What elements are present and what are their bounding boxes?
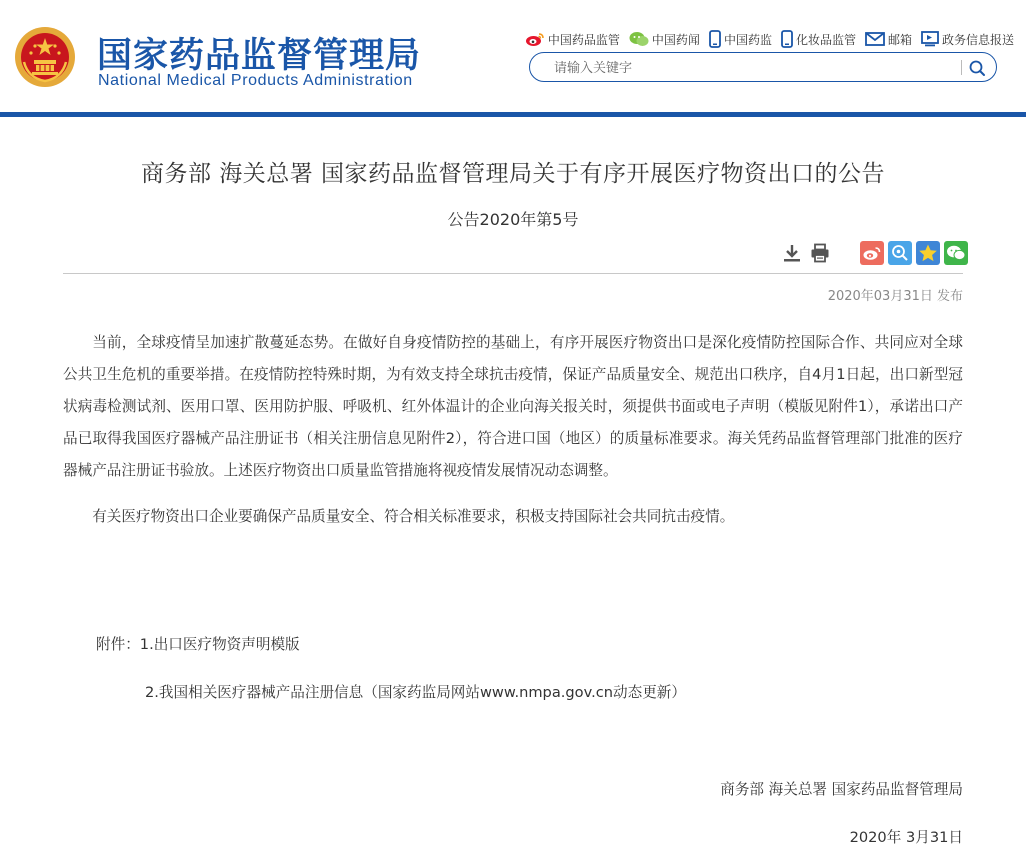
site-name-en[interactable]: National Medical Products Administration bbox=[98, 72, 413, 89]
star-icon bbox=[918, 243, 938, 263]
article-body bbox=[63, 327, 963, 533]
national-emblem-icon[interactable] bbox=[14, 24, 76, 90]
download-button[interactable] bbox=[780, 241, 804, 265]
mobile-icon bbox=[709, 30, 721, 48]
body-paragraph: 当前，全球疫情呈加速扩散蔓延态势。在做好自身疫情防控的基础上，有序开展医疗物资出口是深化疫情防控国际合作、共同应对全球公共卫生危机的重要举措。在疫情防控特殊时期，为有效支持全球抗击疫情，保证产品质量安全、规范出口秩序，自4月1日起，出口新型冠状病毒检测试剂、医用口罩、医用防护服、呼吸机、红外体温计的企业向海关报关时，须提供书面或电子声明（模版见附件1），承诺出口产品已取得我国医疗器械产品注册证书（相关注册信息见附件2），符合进口国（地区）的质量标准要求。海关凭药品监督管理部门批准的医疗器械产品注册证书验放。上述医疗物资出口质量监管措施将视疫情发展情况动态调整。 bbox=[63, 334, 963, 479]
wechat-icon bbox=[946, 244, 966, 262]
signature: 商务部 海关总署 国家药品监督管理局 bbox=[720, 781, 963, 798]
share-favorite-button[interactable] bbox=[916, 241, 940, 265]
download-icon bbox=[782, 243, 802, 263]
share-qzone-button[interactable] bbox=[888, 241, 912, 265]
print-icon bbox=[810, 243, 830, 263]
site-name-cn[interactable]: 国家药品监督管理局 bbox=[97, 36, 422, 76]
search-input[interactable] bbox=[554, 59, 954, 77]
search-box bbox=[529, 52, 997, 82]
share-wechat-button[interactable] bbox=[944, 241, 968, 265]
site-header bbox=[0, 0, 1026, 112]
nav-wechat[interactable]: 中国药闻 bbox=[629, 31, 700, 48]
body-paragraph: 有关医疗物资出口企业要确保产品质量安全、符合相关标准要求，积极支持国际社会共同抗击疫情。 bbox=[92, 508, 735, 525]
nav-app-cosmetics[interactable]: 化妆品监管 bbox=[781, 30, 856, 48]
qzone-icon bbox=[891, 244, 909, 262]
article-title: 商务部 海关总署 国家药品监督管理局关于有序开展医疗物资出口的公告 bbox=[140, 161, 886, 187]
search-icon[interactable] bbox=[966, 57, 988, 79]
article-toolbar bbox=[780, 241, 968, 265]
nav-app-cn-drug[interactable]: 中国药监 bbox=[709, 30, 772, 48]
attachment-1: 附件：1.出口医疗物资声明模版 bbox=[96, 636, 300, 653]
weibo-icon bbox=[525, 31, 545, 47]
nav-report[interactable]: 政务信息报送 bbox=[921, 31, 1014, 48]
nav-weibo[interactable]: 中国药品监管 bbox=[525, 31, 620, 48]
attachment-2: 2.我国相关医疗器械产品注册信息（国家药监局网站www.nmpa.gov.cn动态更新） bbox=[145, 684, 686, 701]
mail-icon bbox=[865, 32, 885, 46]
top-nav bbox=[516, 30, 1014, 48]
mobile-icon bbox=[781, 30, 793, 48]
nav-mail[interactable]: 邮箱 bbox=[865, 31, 912, 48]
search-divider bbox=[961, 60, 962, 75]
print-button[interactable] bbox=[808, 241, 832, 265]
signature-date: 2020年 3月31日 bbox=[849, 829, 963, 846]
report-icon bbox=[921, 31, 939, 47]
wechat-icon bbox=[629, 31, 649, 47]
document-number: 公告2020年第5号 bbox=[447, 210, 579, 229]
weibo-icon bbox=[862, 245, 882, 261]
header-divider bbox=[0, 112, 1026, 117]
share-weibo-button[interactable] bbox=[860, 241, 884, 265]
publish-date: 2020年03月31日 发布 bbox=[827, 289, 963, 304]
title-divider bbox=[63, 273, 963, 274]
